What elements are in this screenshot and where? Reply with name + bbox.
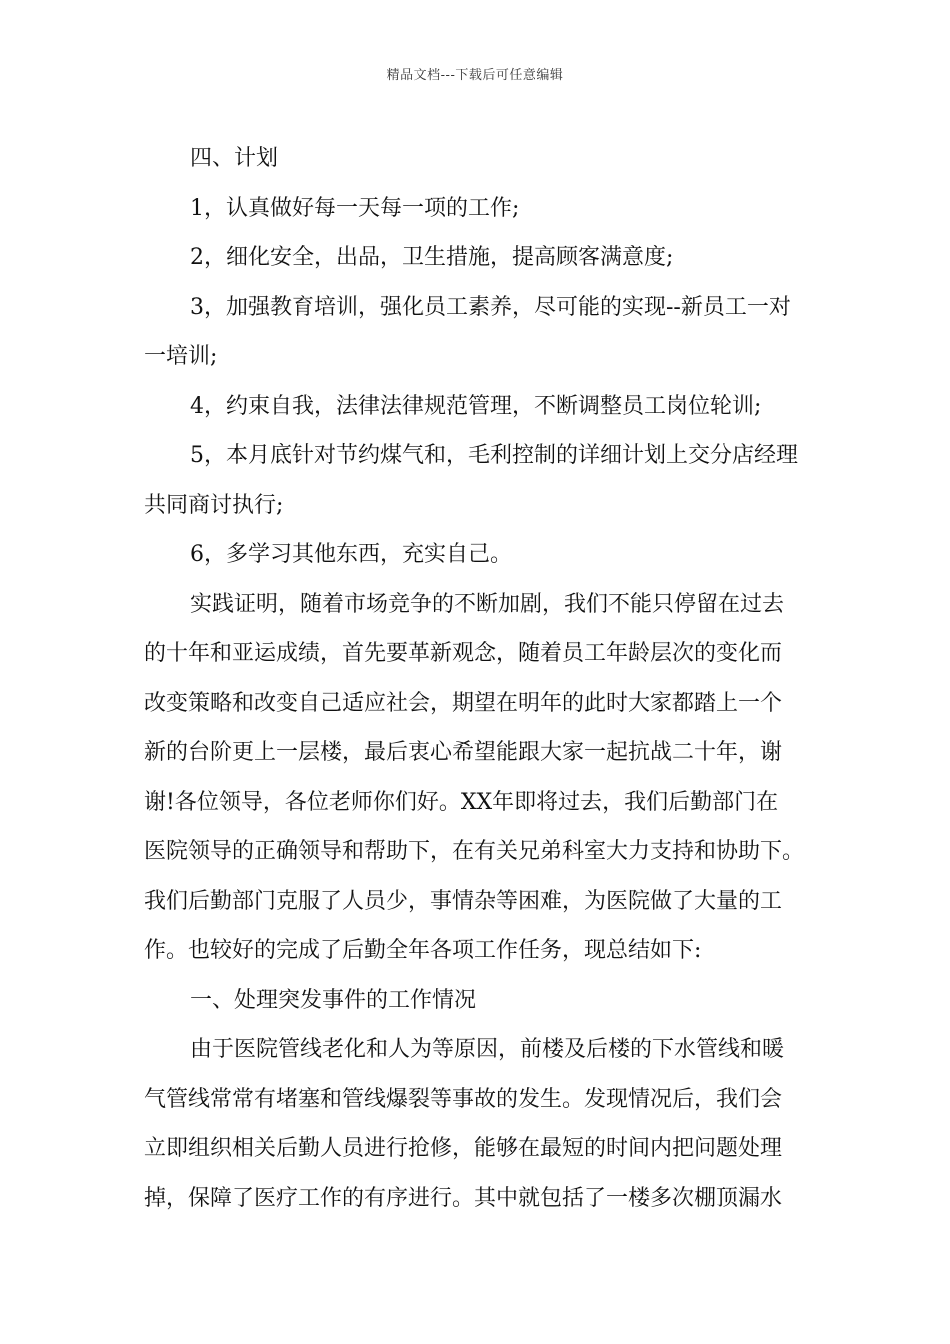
paragraph-line: 作。也较好的完成了后勤全年各项工作任务，现总结如下:	[144, 938, 702, 963]
plan-item-1: 1，认真做好每一天每一项的工作;	[190, 195, 520, 221]
paragraph-line: 实践证明，随着市场竞争的不断加剧，我们不能只停留在过去	[190, 591, 785, 617]
paragraph-line: 掉，保障了医疗工作的有序进行。其中就包括了一楼多次棚顶漏水	[144, 1185, 783, 1211]
plan-item-5: 5，本月底针对节约煤气和，毛利控制的详细计划上交分店经理	[190, 443, 798, 468]
paragraph-line: 我们后勤部门克服了人员少，事情杂等困难，为医院做了大量的工	[144, 888, 783, 914]
plan-item-2: 2，细化安全，出品，卫生措施，提高顾客满意度;	[190, 245, 674, 270]
document-body	[144, 134, 806, 1223]
paragraph-line: 医院领导的正确领导和帮助下，在有关兄弟科室大力支持和协助下。	[144, 839, 805, 864]
paragraph-line: 谢!各位领导，各位老师你们好。XX年即将过去，我们后勤部门在	[144, 789, 779, 815]
plan-item-3: 3，加强教育培训，强化员工素养，尽可能的实现--新员工一对	[190, 294, 791, 320]
plan-item-4: 4，约束自我，法律法律规范管理，不断调整员工岗位轮训;	[190, 393, 762, 419]
plan-item-3-continued: 一培训;	[144, 344, 218, 369]
paragraph-line: 的十年和亚运成绩，首先要革新观念，随着员工年龄层次的变化而	[144, 641, 783, 666]
section-heading-plan: 四、计划	[190, 146, 279, 171]
page-header: 精品文档---下载后可任意编辑	[386, 68, 564, 83]
plan-item-6: 6，多学习其他东西，充实自己。	[190, 542, 512, 567]
plan-item-5-continued: 共同商讨执行;	[144, 492, 284, 518]
paragraph-line: 立即组织相关后勤人员进行抢修，能够在最短的时间内把问题处理	[144, 1136, 783, 1161]
paragraph-line: 气管线常常有堵塞和管线爆裂等事故的发生。发现情况后，我们会	[144, 1086, 783, 1112]
paragraph-line: 改变策略和改变自己适应社会，期望在明年的此时大家都踏上一个	[144, 690, 783, 716]
paragraph-line: 新的台阶更上一层楼，最后衷心希望能跟大家一起抗战二十年，谢	[144, 740, 783, 765]
section-heading-emergency: 一、处理突发事件的工作情况	[190, 987, 477, 1013]
paragraph-line: 由于医院管线老化和人为等原因，前楼及后楼的下水管线和暖	[190, 1037, 785, 1062]
